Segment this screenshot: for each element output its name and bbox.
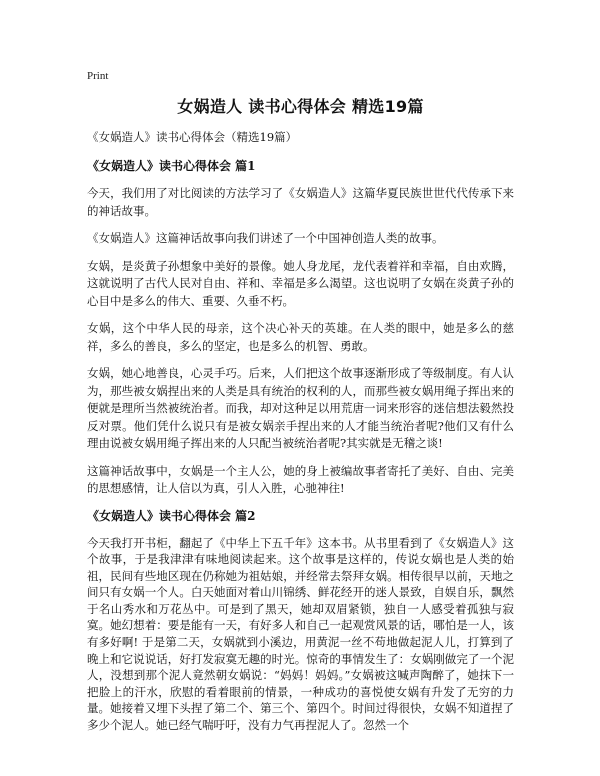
print-label[interactable]: Print (87, 70, 109, 82)
section-2 (87, 508, 514, 734)
paragraph: 今天，我们用了对比阅读的方法学习了《女娲造人》这篇华夏民族世世代代传承下来的神话故事。 (87, 186, 514, 218)
section-heading: 《女娲造人》读书心得体会 篇2 (87, 508, 256, 523)
paragraph: 女娲，她心地善良，心灵手巧。后来，人们把这个故事逐渐形成了等级制度。有人认为，那些被女娲捏出来的人类是具有统治的权利的人，而那些被女娲用绳子挥出来的便就是理所当然被统治者。而我，却对这种足以用荒唐一词来形容的迷信想法毅然投反对票。他们凭什么说只有是被女娲亲手捏出来的人才能当统治者呢?他们又有什么理由说被女娲用绳子挥出来的人只配当被统治者呢?其实就是无稽之谈! (87, 366, 514, 450)
paragraph: 女娲，这个中华人民的母亲，这个决心补天的英雄。在人类的眼中，她是多么的慈祥，多么的善良，多么的坚定，也是多么的机智、勇敢。 (87, 321, 514, 353)
paragraph: 《女娲造人》这篇神话故事向我们讲述了一个中国神创造人类的故事。 (87, 231, 444, 245)
paragraph: 这篇神话故事中，女娲是一个主人公，她的身上被编故事者寄托了美好、自由、完美的思想感情，让人信以为真，引人入胜，心驰神往! (87, 463, 514, 495)
document-subtitle: 《女娲造人》读书心得体会（精选19篇） (87, 130, 298, 144)
section-1 (87, 158, 514, 498)
page-title: 女娲造人 读书心得体会 精选19篇 (177, 97, 424, 116)
section-heading: 《女娲造人》读书心得体会 篇1 (87, 159, 256, 173)
paragraph: 女娲，是炎黄子孙想象中美好的景像。她人身龙尾，龙代表着祥和幸福，自由欢腾，这就说明了古代人民对自由、祥和、幸福是多么渴望。这也说明了女娲在炎黄子孙的心目中是多么的伟大、重要、久垂不朽。 (87, 258, 514, 308)
document-page (87, 70, 514, 734)
paragraph: 今天我打开书柜，翻起了《中华上下五千年》这本书。从书里看到了《女娲造人》这个故事，于是我津津有味地阅读起来。这个故事是这样的，传说女娲也是人类的始祖，民间有些地区现在仍称她为祖姑娘，并经常去祭拜女娲。相传很早以前，天地之间只有女娲一个人。白天她面对着山川锦绣、鲜花经开的迷人景致，自娱自乐，飘然于名山秀水和万花丛中。可是到了黑天，她却双眉紧锁，独自一人感受着孤独与寂寞。她幻想着：要是能有一天，有好多人和自己一起观赏风景的话，哪怕是一人，该有多好啊! 于是第二天，女娲就到小溪边，用黄泥一丝不苟地做起泥人儿，打算到了晚上和它说说话，好打发寂寞无趣的时光。惊奇的事情发生了：女娲刚做完了一个泥人，没想到那个泥人竟然朝女娲说：“妈妈！妈妈。”女娲被这喊声陶醉了，她抹下一把脸上的汗水，欣慰的看着眼前的情景，一种成功的喜悦使女娲有升发了无穷的力量。她接着又埋下头捏了第二个、第三个、第四个。时间过得很快，女娲不知道捏了多少个泥人。她已经气喘吁吁，没有力气再捏泥人了。忽然一个 (87, 535, 514, 733)
